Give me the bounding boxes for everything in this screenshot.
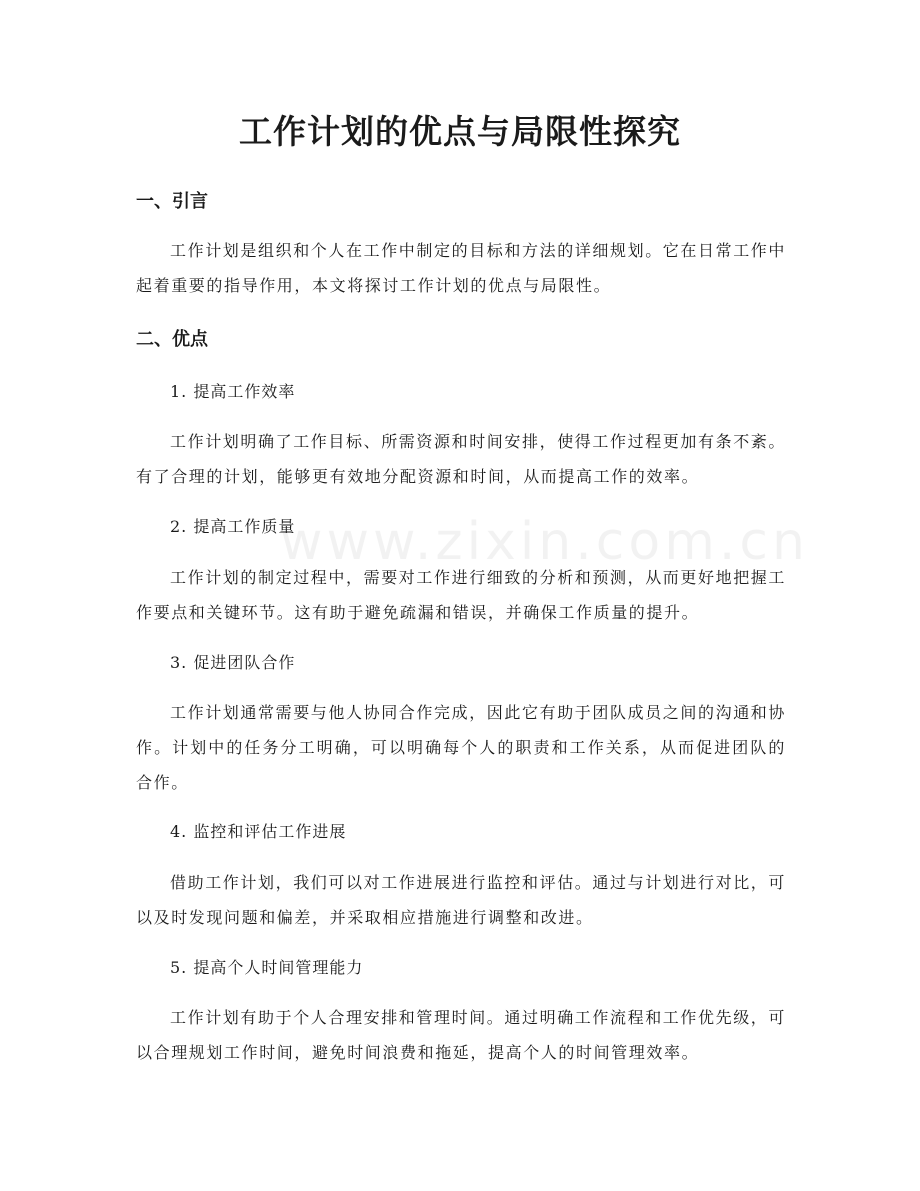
advantage-paragraph-4: 借助工作计划，我们可以对工作进展进行监控和评估。通过与计划进行对比，可以及时发现问题和偏差，并采取相应措施进行调整和改进。 xyxy=(136,873,787,927)
intro-paragraph: 工作计划是组织和个人在工作中制定的目标和方法的详细规划。它在日常工作中起着重要的指导作用，本文将探讨工作计划的优点与局限性。 xyxy=(136,241,787,295)
page-title: 工作计划的优点与局限性探究 xyxy=(239,112,681,151)
advantage-label-1: 1. 提高工作效率 xyxy=(170,382,296,401)
advantage-paragraph-5: 工作计划有助于个人合理安排和管理时间。通过明确工作流程和工作优先级，可以合理规划工作时间，避免时间浪费和拖延，提高个人的时间管理效率。 xyxy=(136,1008,787,1062)
watermark: www.zixin.com.cn xyxy=(280,512,809,572)
advantage-paragraph-1: 工作计划明确了工作目标、所需资源和时间安排，使得工作过程更加有条不紊。有了合理的计划，能够更有效地分配资源和时间，从而提高工作的效率。 xyxy=(136,432,787,486)
advantage-label-3: 3. 促进团队合作 xyxy=(170,653,296,672)
section-heading-advantages: 二、优点 xyxy=(136,329,208,350)
advantage-paragraph-2: 工作计划的制定过程中，需要对工作进行细致的分析和预测，从而更好地把握工作要点和关键环节。这有助于避免疏漏和错误，并确保工作质量的提升。 xyxy=(136,568,787,622)
advantage-label-4: 4. 监控和评估工作进展 xyxy=(170,822,347,841)
advantage-paragraph-3: 工作计划通常需要与他人协同合作完成，因此它有助于团队成员之间的沟通和协作。计划中的任务分工明确，可以明确每个人的职责和工作关系，从而促进团队的合作。 xyxy=(136,703,787,792)
section-heading-intro: 一、引言 xyxy=(136,191,208,212)
advantage-label-2: 2. 提高工作质量 xyxy=(170,517,296,536)
advantage-label-5: 5. 提高个人时间管理能力 xyxy=(170,958,364,977)
